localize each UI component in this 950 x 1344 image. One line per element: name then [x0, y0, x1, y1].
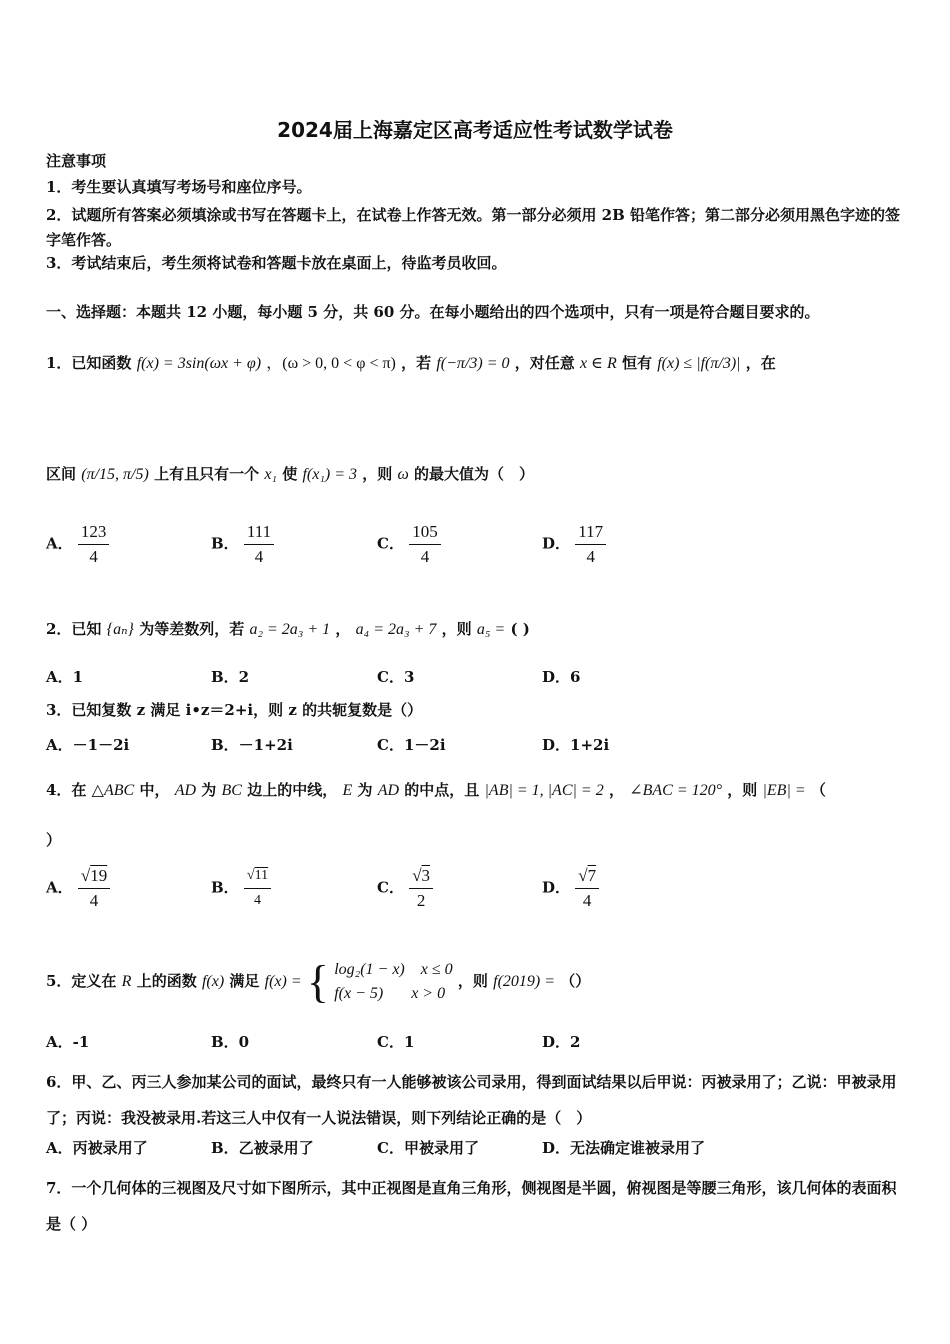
denominator: 4: [420, 547, 430, 566]
q4-text: 4．在: [46, 781, 87, 799]
option-letter: B．: [211, 534, 239, 553]
option-fraction: [575, 864, 599, 913]
question-6: 6．甲、乙、丙三人参加某公司的面试，最终只有一人能够被该公司录用，得到面试结果以后甲说：丙被录用了；乙说：甲被录用了；丙说：我没被录用.若这三人中仅有一人说法错误，则下列结论正确的是（ ）: [46, 1073, 897, 1127]
q3-option-a[interactable]: A．－1－2i: [46, 736, 130, 754]
option-letter: D．: [542, 534, 571, 553]
q1-x1: x₁: [264, 466, 277, 483]
q5-text: 上的函数: [136, 972, 197, 990]
numerator: 111: [244, 520, 274, 545]
q1-text: ，在: [745, 354, 776, 372]
q1-option-b[interactable]: [211, 520, 274, 569]
q5-fdef: f(x) =: [264, 973, 302, 990]
denominator: 4: [89, 891, 99, 910]
denominator: 4: [582, 891, 592, 910]
q1-equation: f(x₁) = 3: [302, 466, 358, 483]
q4-lengths: |AB| = 1, |AC| = 2: [484, 782, 604, 799]
q4-option-b[interactable]: [211, 864, 271, 913]
q4-eb: |EB| =: [762, 782, 806, 799]
option-letter: C．: [377, 534, 404, 553]
q5-case-2: f(x − 5) x > 0: [334, 985, 446, 1002]
numerator: √11: [244, 864, 271, 889]
q1-condition: ，(ω > 0, 0 < φ < π): [266, 355, 396, 372]
q1-domain: x ∈ R: [580, 355, 617, 372]
option-fraction: [244, 520, 274, 569]
radicand: 7: [587, 866, 597, 885]
q3-option-b[interactable]: B．－1+2i: [211, 736, 293, 754]
option-fraction: [575, 520, 606, 569]
question-4: [46, 775, 826, 806]
question-1: [46, 344, 776, 383]
q4-angle: ∠BAC = 120°: [629, 782, 723, 799]
q1-text: ，则: [362, 465, 393, 483]
notice-item: 3．考试结束后，考生须将试卷和答题卡放在桌面上，待监考员收回。: [46, 254, 507, 272]
q3-option-c[interactable]: C．1－2i: [377, 736, 446, 754]
question-3: 3．已知复数 z 满足 i•z＝2+i，则 z 的共轭复数是（）: [46, 701, 423, 719]
numerator: √19: [78, 864, 110, 889]
radicand: 19: [90, 866, 108, 885]
q1-text: 1．已知函数: [46, 354, 132, 372]
numerator: 105: [409, 520, 441, 545]
q4-point-e: E: [342, 782, 353, 799]
option-letter: D．: [542, 878, 571, 897]
q5-fx: f(x): [201, 973, 225, 990]
q4-bc: BC: [221, 782, 242, 799]
option-fraction: [78, 864, 110, 913]
notice-item: 1．考生要认真填写考场号和座位序号。: [46, 178, 312, 196]
radicand: 11: [254, 868, 269, 883]
notice-heading: 注意事项: [46, 152, 107, 170]
q4-option-d[interactable]: [542, 864, 599, 913]
option-fraction: [409, 520, 441, 569]
page-title: 2024届上海嘉定区高考适应性考试数学试卷: [277, 118, 673, 142]
option-letter: A．: [46, 534, 73, 553]
option-letter: A．: [46, 878, 73, 897]
q5-piecewise: [334, 958, 452, 1006]
q6-option-d[interactable]: D．无法确定谁被录用了: [542, 1139, 706, 1157]
q5-option-a[interactable]: A．-1: [46, 1033, 90, 1051]
option-fraction: [244, 864, 271, 913]
q1-text: 恒有: [621, 354, 652, 372]
numerator: 123: [78, 520, 110, 545]
q5-case-1: log₂(1 − x) x ≤ 0: [334, 961, 453, 978]
q1-option-c[interactable]: [377, 520, 441, 569]
q4-ad: AD: [174, 782, 197, 799]
q5-option-d[interactable]: D．2: [542, 1033, 581, 1051]
numerator: 117: [575, 520, 606, 545]
notice-item: 2．试题所有答案必须填涂或书写在答题卡上，在试卷上作答无效。第一部分必须用 2B 铅笔作答；第二部分必须用黑色字迹的签字笔作答。: [46, 206, 901, 249]
q2-text: 2．已知: [46, 620, 102, 638]
q4-text: 为: [357, 781, 373, 799]
q2-equation-1: a₂ = 2a₃ + 1: [249, 621, 331, 638]
numerator: √3: [409, 864, 433, 889]
question-2: [46, 614, 530, 645]
q1-option-a[interactable]: [46, 520, 109, 569]
q4-option-a[interactable]: [46, 864, 110, 913]
q4-text: ，则: [727, 781, 758, 799]
q4-ad: AD: [377, 782, 400, 799]
q6-option-c[interactable]: C．甲被录用了: [377, 1139, 479, 1157]
q1-text: 使: [282, 465, 298, 483]
denominator: 2: [416, 891, 426, 910]
q4-text: （: [810, 781, 826, 799]
option-fraction: [78, 520, 110, 569]
q2-sequence: {aₙ}: [106, 621, 134, 638]
q2-option-a[interactable]: A．1: [46, 668, 84, 686]
left-brace: {: [306, 956, 329, 1007]
q2-option-c[interactable]: C．3: [377, 668, 415, 686]
q1-option-d[interactable]: [542, 520, 606, 569]
q1-omega: ω: [397, 466, 409, 483]
q4-closing-paren: ）: [46, 831, 62, 849]
q2-text: ( ): [510, 620, 530, 638]
q1-function: f(x) = 3sin(ωx + φ): [136, 355, 262, 372]
q2-text: ，: [335, 620, 351, 638]
q1-text: 的最大值为（ ）: [414, 465, 535, 483]
q5-option-b[interactable]: B．0: [211, 1033, 250, 1051]
q5-text: 5．定义在: [46, 972, 117, 990]
q1-text: ，对任意: [514, 354, 575, 372]
q2-text: ，则: [441, 620, 472, 638]
q1-text: 区间: [46, 465, 77, 483]
q4-triangle: △ABC: [91, 782, 135, 799]
q5-option-c[interactable]: C．1: [377, 1033, 415, 1051]
q4-text: ，: [608, 781, 624, 799]
q2-equation-2: a₄ = 2a₃ + 7: [355, 621, 437, 638]
denominator: 4: [254, 547, 264, 566]
q5-text: ，则: [457, 972, 488, 990]
question-5: [46, 950, 590, 1013]
q1-interval: (π/15, π/5): [81, 466, 149, 483]
radicand: 3: [421, 866, 431, 885]
q5-text: （）: [560, 972, 591, 990]
q3-option-d[interactable]: D．1+2i: [542, 736, 610, 754]
q5-text: 满足: [229, 972, 260, 990]
q1-text: 上有且只有一个: [154, 465, 260, 483]
question-1-cont: [46, 455, 534, 494]
q4-text: 边上的中线，: [247, 781, 338, 799]
q2-option-b[interactable]: B．2: [211, 668, 250, 686]
option-letter: C．: [377, 878, 404, 897]
q4-text: 的中点，且: [404, 781, 480, 799]
q4-text: 为: [201, 781, 217, 799]
q1-zero: f(−π/3) = 0: [436, 355, 510, 372]
q5-r: R: [121, 973, 132, 990]
q6-option-b[interactable]: B．乙被录用了: [211, 1139, 314, 1157]
option-letter: B．: [211, 878, 239, 897]
option-fraction: [409, 864, 433, 913]
section-heading: 一、选择题：本题共 12 小题，每小题 5 分，共 60 分。在每小题给出的四个选项中，只有一项是符合题目要求的。: [46, 303, 820, 321]
q2-text: 为等差数列，若: [139, 620, 245, 638]
q2-option-d[interactable]: D．6: [542, 668, 581, 686]
q2-a5: a₅ =: [476, 621, 506, 638]
denominator: 4: [586, 547, 595, 566]
q4-text: 中，: [139, 781, 170, 799]
q4-option-c[interactable]: [377, 864, 433, 913]
q5-f2019: f(2019) =: [493, 973, 556, 990]
question-7: 7．一个几何体的三视图及尺寸如下图所示，其中正视图是直角三角形，侧视图是半圆，俯视图是等腰三角形，该几何体的表面积是（ ）: [46, 1179, 897, 1233]
numerator: √7: [575, 864, 599, 889]
denominator: 4: [254, 893, 261, 908]
q1-text: ，若: [401, 354, 432, 372]
q6-option-a[interactable]: A．丙被录用了: [46, 1139, 148, 1157]
q1-inequality: f(x) ≤ |f(π/3)|: [657, 355, 741, 372]
denominator: 4: [89, 547, 98, 566]
